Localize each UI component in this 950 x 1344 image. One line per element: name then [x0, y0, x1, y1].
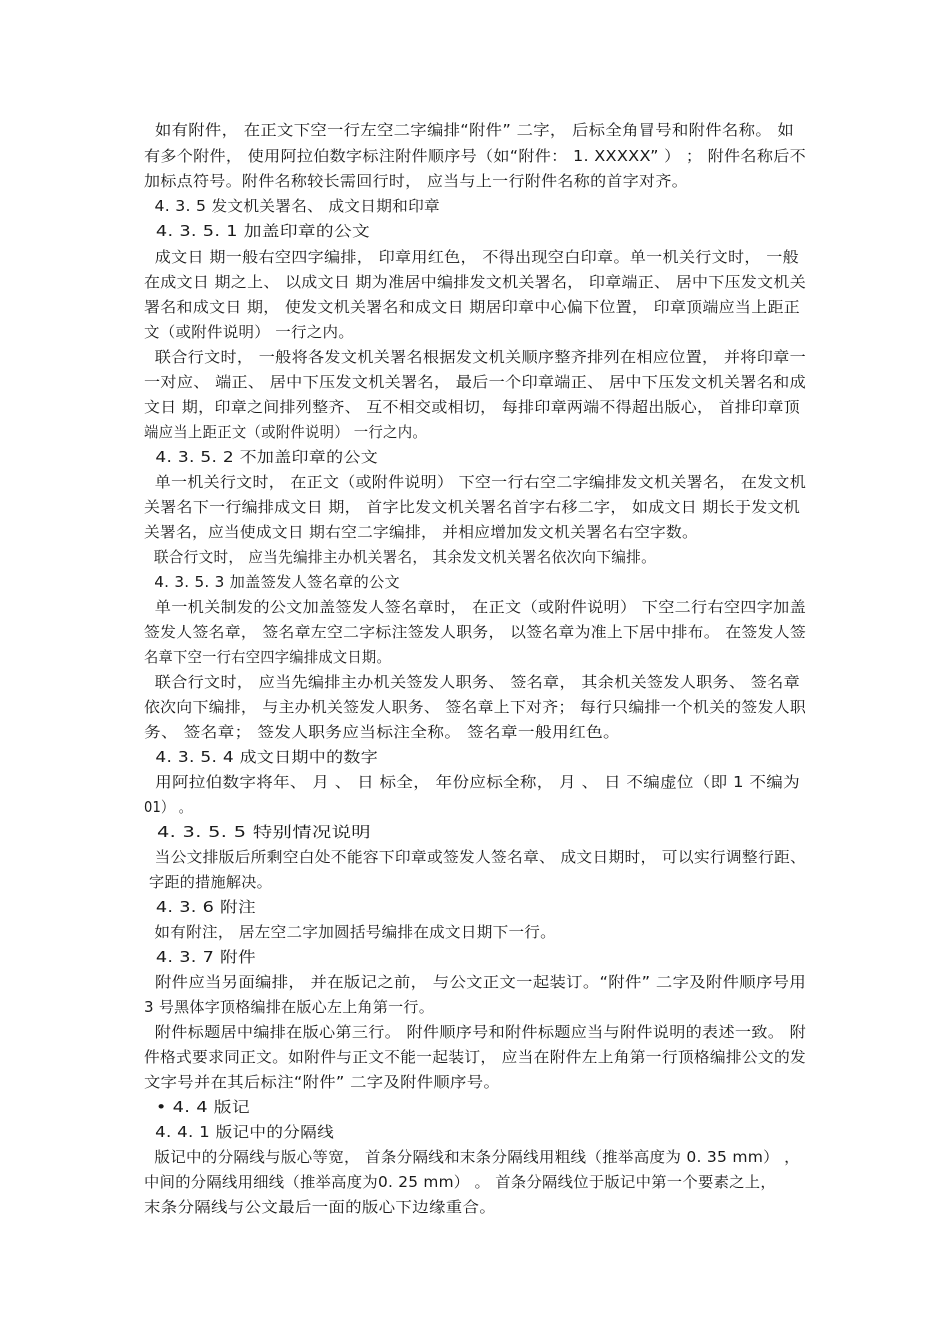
body-text-line: 单一机关行文时， 在正文（或附件说明） 下空一行右空二字编排发文机关署名， 在发文机: [144, 473, 807, 491]
section-heading: 4. 3. 5 发文机关署名、 成文日期和印章: [144, 197, 440, 215]
body-text-line: 文字号并在其后标注“附件” 二字及附件顺序号。: [144, 1073, 500, 1091]
body-text-line: 有多个附件， 使用阿拉伯数字标注附件顺序号（如“附件： 1. XXXXX” ） ； 附件名称后不: [144, 147, 806, 165]
body-text-line: 联合行文时， 应当先编排主办机关署名， 其余发文机关署名依次向下编排。: [144, 548, 657, 566]
section-heading: • 4. 4 版记: [144, 1098, 251, 1116]
body-text-line: 如有附件， 在正文下空一行左空二字编排“附件” 二字， 后标全角冒号和附件名称。 如: [144, 121, 795, 139]
section-heading: 4. 4. 1 版记中的分隔线: [144, 1123, 335, 1141]
body-text-line: 端应当上距正文（或附件说明） 一行之内。: [144, 423, 427, 441]
body-text-line: 附件标题居中编排在版心第三行。 附件顺序号和附件标题应当与附件说明的表述一致。 附: [144, 1023, 806, 1041]
body-text-line: 单一机关制发的公文加盖签发人签名章时， 在正文（或附件说明） 下空二行右空四字加盖: [144, 598, 806, 616]
body-text-line: 署名和成文日 期， 使发文机关署名和成文日 期居印章中心偏下位置， 印章顶端应当上距正: [144, 298, 801, 316]
body-text-line: 末条分隔线与公文最后一面的版心下边缘重合。: [144, 1198, 497, 1216]
body-text-line: 文（或附件说明） 一行之内。: [144, 323, 355, 341]
body-text-line: 加标点符号。附件名称较长需回行时， 应当与上一行附件名称的首字对齐。: [144, 172, 689, 190]
body-text-line: 关署名，应当使成文日 期右空二字编排， 并相应增加发文机关署名右空字数。: [144, 523, 699, 541]
body-text-line: 联合行文时， 一般将各发文机关署名根据发文机关顺序整齐排列在相应位置， 并将印章一: [144, 348, 806, 366]
body-text-line: 字距的措施解决。: [144, 873, 272, 891]
body-text-line: 用阿拉伯数字将年、 月 、 日 标全， 年份应标全称， 月 、 日 不编虚位（即 1 不编为: [144, 773, 800, 791]
body-text-line: 成文日 期一般右空四字编排， 印章用红色， 不得出现空白印章。单一机关行文时， 一般: [144, 248, 799, 266]
body-text-line: 依次向下编排， 与主办机关签发人职务、 签名章上下对齐； 每行只编排一个机关的签发人职: [144, 698, 807, 716]
body-text-line: 关署名下一行编排成文日 期， 首字比发文机关署名首字右移二字， 如成文日 期长于发文机: [144, 498, 801, 516]
body-text-line: 务、 签名章； 签发人职务应当标注全称。 签名章一般用红色。: [144, 723, 620, 741]
body-text-line: 签发人签名章， 签名章左空二字标注签发人职务， 以签名章为准上下居中排布。 在签发人签: [144, 623, 807, 641]
section-heading: 4. 3. 5. 1 加盖印章的公文: [144, 222, 371, 240]
body-text-line: 联合行文时， 应当先编排主办机关签发人职务、 签名章， 其余机关签发人职务、 签名章: [144, 673, 801, 691]
body-text-line: 3 号黑体字顶格编排在版心左上角第一行。: [144, 998, 434, 1016]
body-text-line: 件格式要求同正文。如附件与正文不能一起装订， 应当在附件左上角第一行顶格编排公文的发: [144, 1048, 806, 1066]
body-text-line: 当公文排版后所剩空白处不能容下印章或签发人签名章、 成文日期时， 可以实行调整行距、: [144, 848, 807, 866]
body-text-line: 如有附注， 居左空二字加圆括号编排在成文日期下一行。: [144, 923, 557, 941]
body-text-line: 附件应当另面编排， 并在版记之前， 与公文正文一起装订。“附件” 二字及附件顺序号用: [144, 973, 806, 991]
section-heading: 4. 3. 5. 4 成文日期中的数字: [144, 748, 378, 766]
body-text-line: 中间的分隔线用细线（推举高度为0. 25 mm） 。 首条分隔线位于版记中第一个要素之上，: [144, 1173, 776, 1191]
body-text-line: 文日 期，印章之间排列整齐、 互不相交或相切， 每排印章两端不得超出版心， 首排印章顶: [144, 398, 801, 416]
section-heading: 4. 3. 5. 3 加盖签发人签名章的公文: [144, 573, 401, 591]
section-heading: 4. 3. 5. 2 不加盖印章的公文: [144, 448, 378, 466]
section-heading: 4. 3. 6 附注: [144, 898, 257, 916]
body-text-line: 名章下空一行右空四字编排成文日期。: [144, 648, 392, 666]
body-text-line: 在成文日 期之上、 以成文日 期为准居中编排发文机关署名， 印章端正、 居中下压发文机关: [144, 273, 807, 291]
section-heading: 4. 3. 7 附件: [144, 948, 257, 966]
body-text-line: 01） 。: [144, 798, 193, 816]
body-text-line: 一对应、 端正、 居中下压发文机关署名， 最后一个印章端正、 居中下压发文机关署名和成: [144, 373, 806, 391]
section-heading: 4. 3. 5. 5 特别情况说明: [144, 823, 371, 841]
body-text-line: 版记中的分隔线与版心等宽， 首条分隔线和末条分隔线用粗线（推举高度为 0. 35 mm） ，: [144, 1148, 800, 1166]
